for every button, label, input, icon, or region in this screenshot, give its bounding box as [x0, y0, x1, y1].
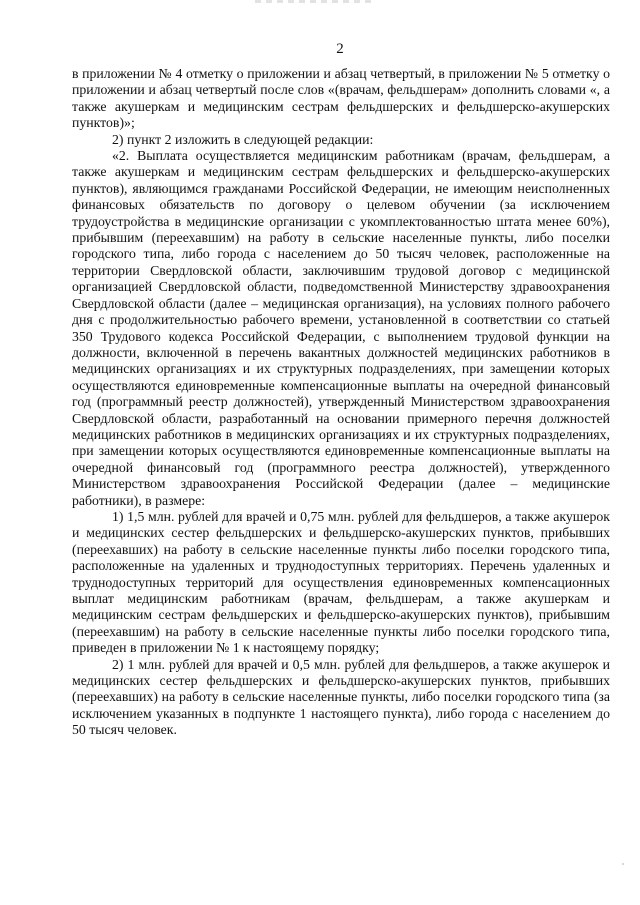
- paragraph-clause-2: «2. Выплата осуществляется медицинским работникам (врачам, фельдшерам, а также акушеркам и медицинским сестрам фельдшерских и фельдшерско-акушерских пунктов), являющимся гражданами Российской Федерации, не имеющим неисполненных финансовых обязательств по договору о целевом обучении (за исключением трудоустройства в медицинские организации с укомплектованностью штата менее 60%), прибывшим (переехавшим) на работу в сельские населенные пункты, либо поселки городского типа, либо города с населением до 50 тысяч человек, расположенные на территории Свердловской области, заключившим трудовой договор с медицинской организацией Свердловской области, подведомственной Министерству здравоохранения Свердловской области (далее – медицинская организация), на условиях полного рабочего дня с продолжительностью рабочего времени, установленной в соответствии со статьей 350 Трудового кодекса Российской Федерации, с выполнением трудовой функции на должности, включенной в перечень вакантных должностей медицинских работников в медицинских организациях и их структурных подразделениях, при замещении которых осуществляются единовременные компенсационные выплаты на очередной финансовый год (программный реестр должностей), утвержденный Министерством здравоохранения Свердловской области, разработанный на основании примерного перечня должностей медицинских работников в медицинских организациях и их структурных подразделениях, при замещении которых осуществляются единовременные компенсационные выплаты на очередной финансовый год (программного реестра должностей), утвержденного Министерством здравоохранения Российской Федерации (далее – медицинские работники), в размере:: [72, 148, 610, 508]
- scan-artifact: [255, 0, 375, 3]
- paragraph-item-2-intro: 2) пункт 2 изложить в следующей редакции:: [112, 131, 374, 147]
- page-number: 2: [336, 41, 344, 57]
- document-body: [72, 66, 610, 739]
- paragraph-subitem-2: 2) 1 млн. рублей для врачей и 0,5 млн. рублей для фельдшеров, а также акушерок и медицинских сестер фельдшерских и фельдшерско-акушерских пунктов, прибывших (переехавших) на работу в сельские населенные пункты, либо поселки городского типа (за исключением указанных в подпункте 1 настоящего пункта), либо города с населением до 50 тысяч человек.: [72, 656, 610, 738]
- paragraph-continuation: в приложении № 4 отметку о приложении и абзац четвертый, в приложении № 5 отметку о приложении и абзац четвертый после слов «(врачам, фельдшерам» дополнить словами «, а также акушеркам и медицинским сестрам фельдшерских и фельдшерско-акушерских пунктов)»;: [72, 66, 610, 131]
- scan-artifact-dot: [622, 863, 624, 865]
- paragraph-subitem-1: 1) 1,5 млн. рублей для врачей и 0,75 млн. рублей для фельдшеров, а также акушерок и медицинских сестер фельдшерских и фельдшерско-акушерских пунктов, прибывших (переехавших) на работу в сельские населенные пункты либо поселки городского типа, расположенные на удаленных и труднодоступных территориях. Перечень удаленных и труднодоступных территорий для осуществления единовременных компенсационных выплат медицинским работникам (врачам, фельдшерам, а также акушеркам и медицинским сестрам фельдшерских и фельдшерско-акушерских пунктов), прибывшим (переехавшим) на работу в сельские населенные пункты либо поселки городского типа, приведен в приложении № 1 к настоящему порядку;: [72, 508, 610, 656]
